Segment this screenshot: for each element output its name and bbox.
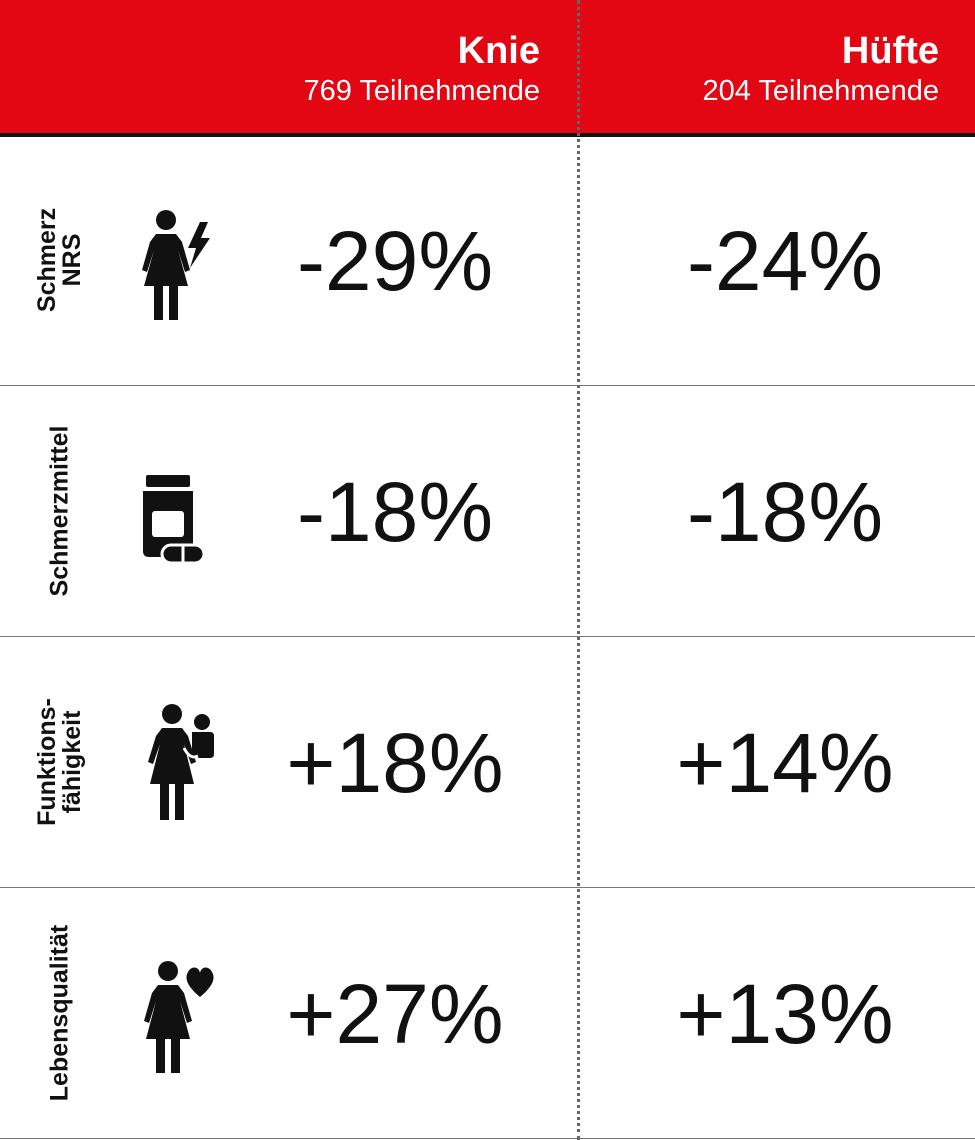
woman-heart-icon [126,953,226,1073]
row-label [35,208,85,312]
table-header [0,0,975,137]
row-label [45,924,74,1102]
table-row [0,135,975,386]
value-knie: -18% [296,465,494,559]
column-header-huefte [703,30,940,108]
value-huefte: +13% [676,967,894,1061]
value-huefte: -24% [686,214,884,308]
row-label-line: fähigkeit [58,710,86,814]
table-row [0,888,975,1139]
participant-count: 769 Teilnehmende [303,75,540,107]
column-header-knie [304,30,541,108]
row-label-line: Schmerzmittel [45,425,74,597]
value-huefte: -18% [686,465,884,559]
row-divider [0,1138,975,1139]
row-label [35,698,85,826]
table-row [0,637,975,888]
row-label-line: NRS [58,233,86,287]
column-title: Hüfte [841,30,939,72]
table-row [0,386,975,637]
value-knie: -29% [296,214,494,308]
row-label-line: Schmerz [33,207,61,313]
pill-bottle-icon [126,451,226,571]
row-label [45,425,74,597]
column-title: Knie [457,30,540,72]
column-divider [577,0,580,1140]
value-knie: +18% [286,716,504,810]
value-huefte: +14% [676,716,894,810]
value-knie: +27% [286,967,504,1061]
row-label-line: Funktions- [33,698,61,826]
participant-count: 204 Teilnehmende [702,75,939,107]
woman-carrying-child-icon [126,702,226,822]
row-label-line: Lebensqualität [45,924,74,1102]
woman-lightning-icon [126,200,226,320]
